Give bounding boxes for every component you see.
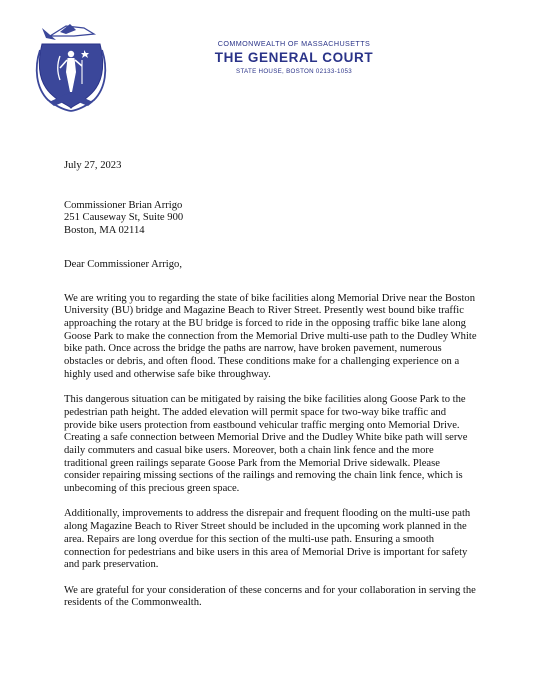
paragraph-line: We are writing you to regarding the state of bike facilities along Memorial Drive near the Boston bbox=[64, 292, 475, 304]
paragraph-2 bbox=[64, 394, 498, 496]
state-seal-icon bbox=[30, 20, 112, 112]
paragraph-line: along Magazine Beach to River Street should be included in the upcoming work planned in the bbox=[64, 521, 467, 533]
paragraph-line: Additionally, improvements to address the disrepair and frequent flooding on the multi-use path bbox=[64, 508, 471, 520]
letterhead-title: THE GENERAL COURT bbox=[214, 50, 374, 65]
letterhead bbox=[184, 39, 404, 76]
letterhead-org: COMMONWEALTH OF MASSACHUSETTS bbox=[217, 39, 371, 48]
paragraph-line: pedestrian path height. The added elevation will permit space for two-way bike traffic and bbox=[64, 406, 447, 418]
paragraph-line: connection for pedestrians and bike users in this area of Memorial Drive is important for safety bbox=[64, 546, 468, 558]
paragraph-line: This dangerous situation can be mitigated by raising the bike facilities along Goose Park to the bbox=[64, 394, 466, 406]
paragraph-line: daily commuters and casual bike users. Moreover, both a chain link fence and the more bbox=[64, 444, 434, 456]
paragraph-line: Creating a safe connection between Memorial Drive and the Dudley White bike path will serve bbox=[64, 432, 468, 444]
recipient-city: Boston, MA 02114 bbox=[64, 225, 145, 237]
paragraph-line: traditional green railings separate Goose Park from the Memorial Drive sidewalk. Please bbox=[64, 457, 440, 469]
recipient-street: 251 Causeway St, Suite 900 bbox=[64, 212, 184, 224]
letterhead-address: STATE HOUSE, BOSTON 02133-1053 bbox=[236, 68, 352, 75]
paragraph-line: approaching the rotary at the BU bridge is forced to ride in the opposing traffic bike lane along bbox=[64, 317, 466, 329]
paragraph-line: Goose Park to make the connection from the Memorial Drive multi-use path to the Dudley White bbox=[64, 330, 477, 342]
paragraph-line: We are grateful for your consideration of these concerns and for your collaboration in serving the bbox=[64, 584, 476, 596]
paragraph-4 bbox=[64, 585, 498, 610]
paragraph-line: highly used and otherwise safe bike throughway. bbox=[64, 368, 271, 380]
paragraph-line: unbecoming of this precious green space. bbox=[64, 483, 240, 495]
paragraph-line: residents of the Commonwealth. bbox=[64, 597, 202, 609]
recipient-address bbox=[64, 200, 498, 238]
paragraph-line: bike path. Once across the bridge the paths are narrow, have broken pavement, numerous bbox=[64, 343, 442, 355]
letter-body bbox=[64, 160, 498, 623]
paragraph-line: University (BU) bridge and Magazine Beach to River Street. Presently west bound bike traffic bbox=[64, 305, 464, 317]
paragraph-line: obstacles or debris, and often flood. These conditions make for a challenging experience on a bbox=[64, 356, 460, 368]
letter-date: July 27, 2023 bbox=[64, 160, 122, 171]
paragraph-line: area. Repairs are long overdue for this section of the multi-use path. Ensuring a smooth bbox=[64, 533, 435, 545]
recipient-name: Commissioner Brian Arrigo bbox=[64, 199, 183, 211]
paragraph-line: consider repairing missing sections of the railings and removing the chain link fence, which is bbox=[64, 470, 463, 482]
salutation: Dear Commissioner Arrigo, bbox=[64, 258, 182, 270]
paragraph-3 bbox=[64, 508, 498, 572]
paragraph-line: provide bike users protection from eastbound vehicular traffic merging onto Memorial Drive. bbox=[64, 419, 460, 431]
paragraph-line: and park preservation. bbox=[64, 559, 159, 571]
paragraph-1 bbox=[64, 293, 498, 382]
